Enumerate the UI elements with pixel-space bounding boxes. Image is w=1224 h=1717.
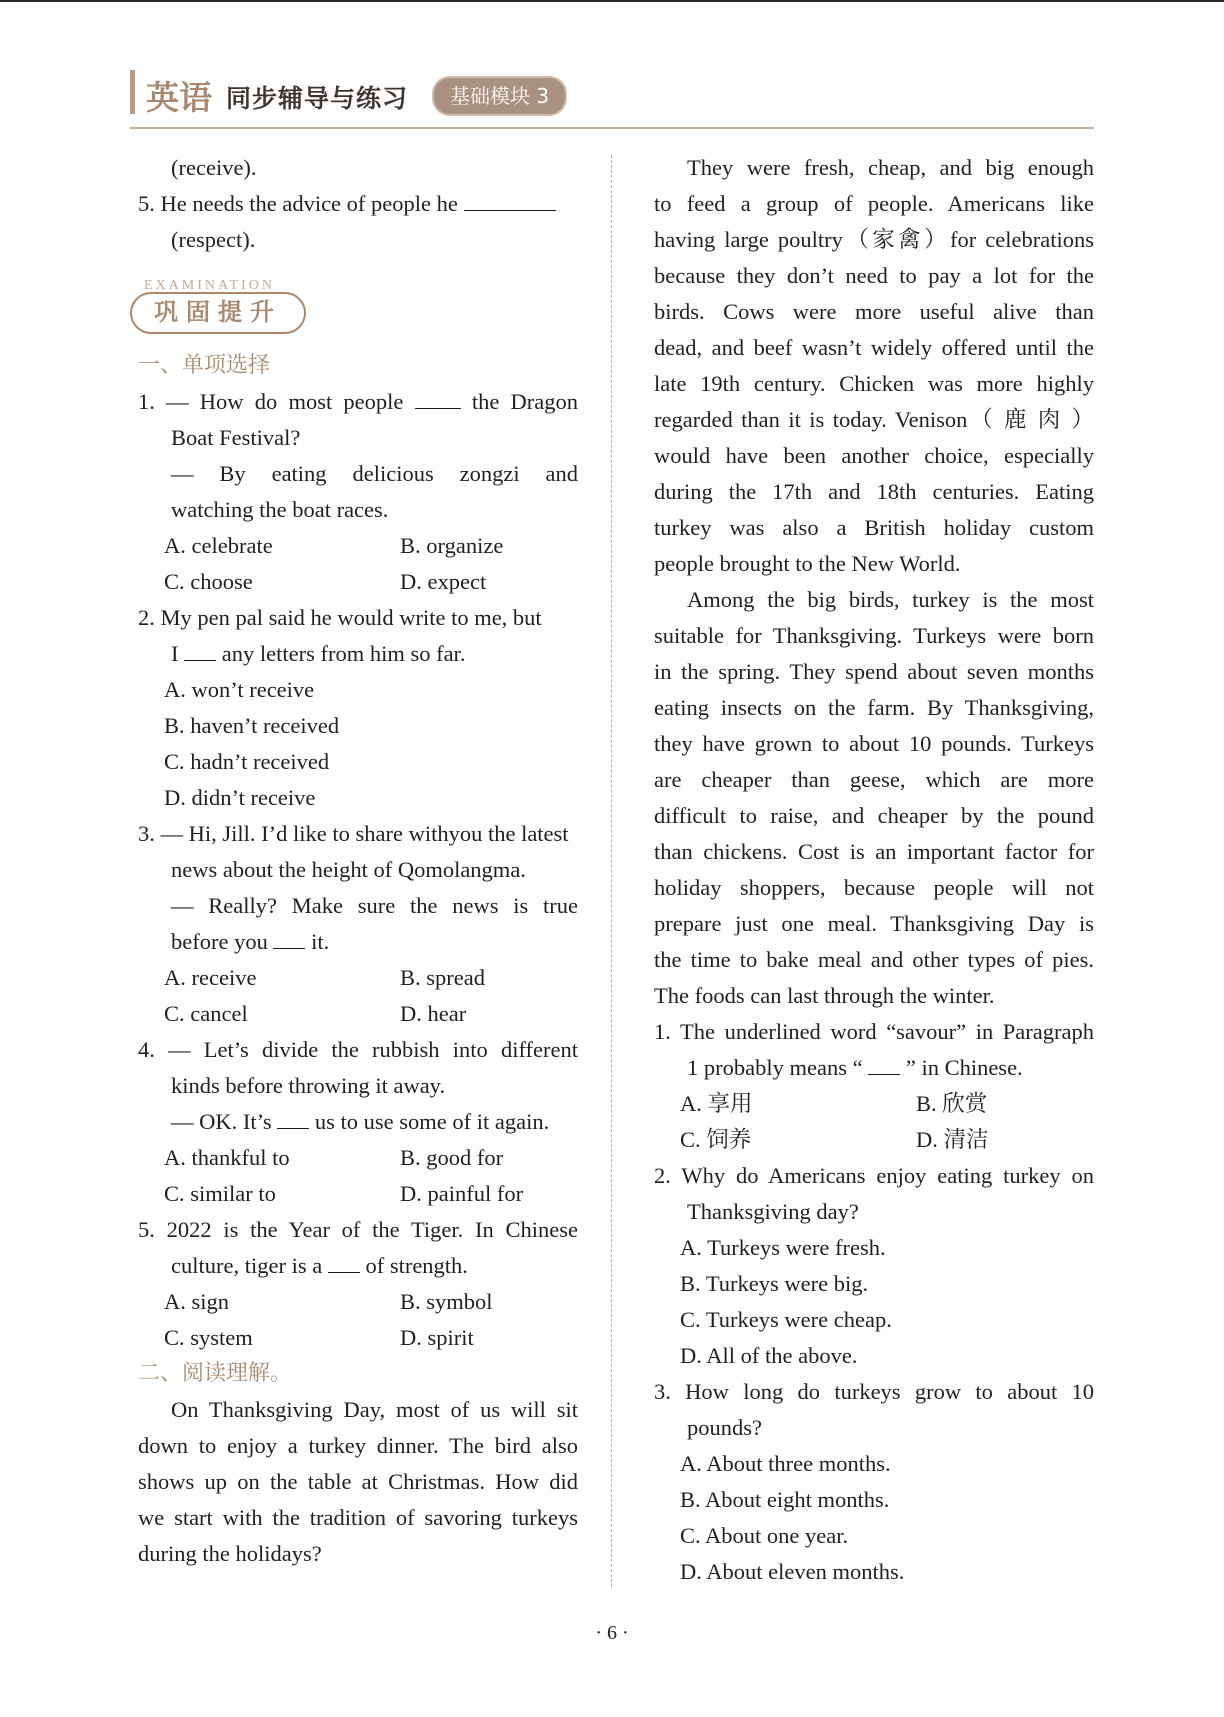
- question-line: 1. The underlined word “savour” in Paragraph: [654, 1019, 1094, 1044]
- passage-line: shows up on the table at Christmas. How did: [138, 1469, 578, 1494]
- question-line: Thanksgiving day?: [687, 1199, 859, 1224]
- question-line: before you it.: [171, 929, 330, 954]
- option-b: B. 欣赏: [916, 1091, 988, 1116]
- header-subject: 英语: [146, 78, 212, 117]
- question-line: news about the height of Qomolangma.: [171, 857, 526, 882]
- option-d: D. didn’t receive: [164, 785, 316, 810]
- question-line: 5. 2022 is the Year of the Tiger. In Chinese: [138, 1217, 578, 1242]
- passage-line: birds. Cows were more useful alive than: [654, 299, 1094, 324]
- option-c: C. 饲养: [680, 1127, 752, 1152]
- option-a: A. About three months.: [680, 1451, 891, 1476]
- carry-over-item-end: (respect).: [171, 227, 256, 252]
- reading-question-2: [654, 1158, 1094, 1374]
- passage-line: They were fresh, cheap, and big enough: [687, 155, 1094, 180]
- option-a: A. won’t receive: [164, 677, 315, 702]
- section-title-choice: 一、单项选择: [138, 353, 271, 378]
- reading-passage-intro: [138, 1392, 578, 1572]
- passage-line: during the 17th and 18th centuries. Eating: [654, 479, 1094, 504]
- question-4: [138, 1032, 578, 1212]
- header-book-title: 同步辅导与练习: [226, 84, 409, 113]
- option-c: C. hadn’t received: [164, 749, 330, 774]
- question-2: [138, 600, 578, 816]
- option-row: [138, 960, 578, 996]
- answer-blank: [328, 1271, 360, 1273]
- passage-line: we start with the tradition of savoring turkeys: [138, 1505, 578, 1530]
- option-d: D. 清洁: [916, 1127, 989, 1152]
- passage-line: suitable for Thanksgiving. Turkeys were born: [654, 623, 1094, 648]
- passage-line: they have grown to about 10 pounds. Turkeys: [654, 731, 1094, 756]
- option-d: D. All of the above.: [680, 1343, 858, 1368]
- carry-over-line: (receive).: [171, 155, 257, 180]
- question-line: — OK. It’s us to use some of it again.: [171, 1109, 550, 1134]
- column-divider: [611, 155, 612, 1587]
- reading-question-3: [654, 1374, 1094, 1590]
- header-module-badge: 基础模块 3: [432, 76, 567, 116]
- answer-blank: [184, 659, 216, 661]
- option-c: C. choose: [164, 569, 253, 594]
- examination-title: 巩固提升: [154, 298, 282, 326]
- passage-line: regarded than it is today. Venison（ 鹿 肉 ）: [654, 407, 1094, 432]
- passage-line: in the spring. They spend about seven months: [654, 659, 1094, 684]
- left-column: [138, 150, 578, 1572]
- top-border: [0, 0, 1224, 2]
- question-line: watching the boat races.: [171, 497, 389, 522]
- passage-line: would have been another choice, especially: [654, 443, 1094, 468]
- option-b: B. good for: [400, 1145, 504, 1170]
- option-row: [138, 1284, 578, 1320]
- examination-heading: [138, 264, 578, 362]
- passage-line: eating insects on the farm. By Thanksgiving,: [654, 695, 1094, 720]
- passage-line: difficult to raise, and cheaper by the pound: [654, 803, 1094, 828]
- question-line: Boat Festival?: [171, 425, 301, 450]
- question-line: 2. Why do Americans enjoy eating turkey on: [654, 1163, 1094, 1188]
- question-3: [138, 816, 578, 1032]
- question-line: culture, tiger is a of strength.: [171, 1253, 468, 1278]
- option-a: A. celebrate: [164, 533, 273, 558]
- option-b: B. haven’t received: [164, 713, 340, 738]
- option-c: C. Turkeys were cheap.: [680, 1307, 892, 1332]
- passage-line: turkey was also a British holiday custom: [654, 515, 1094, 540]
- passage-line: Among the big birds, turkey is the most: [687, 587, 1094, 612]
- question-line: 2. My pen pal said he would write to me, but: [138, 605, 542, 630]
- answer-blank: [415, 407, 461, 409]
- option-d: D. spirit: [400, 1325, 474, 1350]
- option-row: [654, 1086, 1094, 1122]
- option-row: [138, 1176, 578, 1212]
- option-b: B. symbol: [400, 1289, 493, 1314]
- answer-blank: [273, 947, 305, 949]
- passage-line: dead, and beef wasn’t widely offered until the: [654, 335, 1094, 360]
- option-d: D. hear: [400, 1001, 467, 1026]
- option-b: B. spread: [400, 965, 485, 990]
- option-c: C. system: [164, 1325, 253, 1350]
- question-line: pounds?: [687, 1415, 762, 1440]
- passage-line: are cheaper than geese, which are more: [654, 767, 1094, 792]
- option-d: D. painful for: [400, 1181, 524, 1206]
- passage-line: people brought to the New World.: [654, 551, 961, 576]
- passage-line: down to enjoy a turkey dinner. The bird also: [138, 1433, 578, 1458]
- reading-paragraph-2: [654, 582, 1094, 1014]
- option-c: C. About one year.: [680, 1523, 849, 1548]
- question-5: [138, 1212, 578, 1356]
- answer-blank: [464, 209, 556, 211]
- answer-blank: [277, 1127, 309, 1129]
- option-a: A. thankful to: [164, 1145, 290, 1170]
- section-title-reading: 二、阅读理解。: [138, 1361, 293, 1386]
- question-line: — By eating delicious zongzi and: [171, 461, 578, 486]
- option-row: [138, 1320, 578, 1356]
- passage-line: having large poultry（家禽）for celebrations: [654, 227, 1094, 252]
- passage-line: late 19th century. Chicken was more highly: [654, 371, 1094, 396]
- reading-paragraph-1: [654, 150, 1094, 582]
- question-line: 4. — Let’s divide the rubbish into different: [138, 1037, 578, 1062]
- passage-line: the time to bake meal and other types of pies.: [654, 947, 1094, 972]
- option-d: D. About eleven months.: [680, 1559, 905, 1584]
- option-b: B. About eight months.: [680, 1487, 890, 1512]
- option-b: B. organize: [400, 533, 504, 558]
- question-line: — Really? Make sure the news is true: [171, 893, 578, 918]
- question-line: 1. — How do most people the Dragon: [138, 389, 579, 414]
- header-accent-bar: [130, 70, 135, 114]
- option-c: C. similar to: [164, 1181, 276, 1206]
- examination-label: EXAMINATION: [144, 278, 275, 293]
- carry-over-item: 5. He needs the advice of people he: [138, 186, 578, 222]
- option-d: D. expect: [400, 569, 487, 594]
- passage-line: because they don’t need to pay a lot for the: [654, 263, 1094, 288]
- header-rule: [130, 127, 1094, 129]
- question-line: I any letters from him so far.: [171, 641, 466, 666]
- question-line: kinds before throwing it away.: [171, 1073, 446, 1098]
- option-a: A. 享用: [680, 1091, 753, 1116]
- passage-line: On Thanksgiving Day, most of us will sit: [171, 1397, 578, 1422]
- option-b: B. Turkeys were big.: [680, 1271, 869, 1296]
- option-row: [138, 996, 578, 1032]
- page-number: · 6 ·: [595, 1622, 629, 1644]
- passage-line: prepare just one meal. Thanksgiving Day is: [654, 911, 1094, 936]
- option-a: A. sign: [164, 1289, 230, 1314]
- passage-line: during the holidays?: [138, 1541, 322, 1566]
- question-line: 3. How long do turkeys grow to about 10: [654, 1379, 1094, 1404]
- passage-line: than chickens. Cost is an important factor for: [654, 839, 1094, 864]
- right-column: [654, 150, 1094, 1590]
- option-a: A. Turkeys were fresh.: [680, 1235, 886, 1260]
- question-line: 3. — Hi, Jill. I’d like to share withyou the latest: [138, 821, 569, 846]
- option-a: A. receive: [164, 965, 257, 990]
- answer-blank: [868, 1073, 900, 1075]
- reading-question-1: [654, 1014, 1094, 1158]
- passage-line: to feed a group of people. Americans like: [654, 191, 1094, 216]
- question-line: 1 probably means “ ” in Chinese.: [687, 1055, 1023, 1080]
- option-row: [138, 1140, 578, 1176]
- question-1: [138, 384, 578, 600]
- passage-line: The foods can last through the winter.: [654, 983, 995, 1008]
- passage-line: holiday shoppers, because people will not: [654, 875, 1094, 900]
- option-row: [654, 1122, 1094, 1158]
- option-row: [138, 528, 578, 564]
- option-row: [138, 564, 578, 600]
- page-header: [130, 68, 1100, 118]
- option-c: C. cancel: [164, 1001, 248, 1026]
